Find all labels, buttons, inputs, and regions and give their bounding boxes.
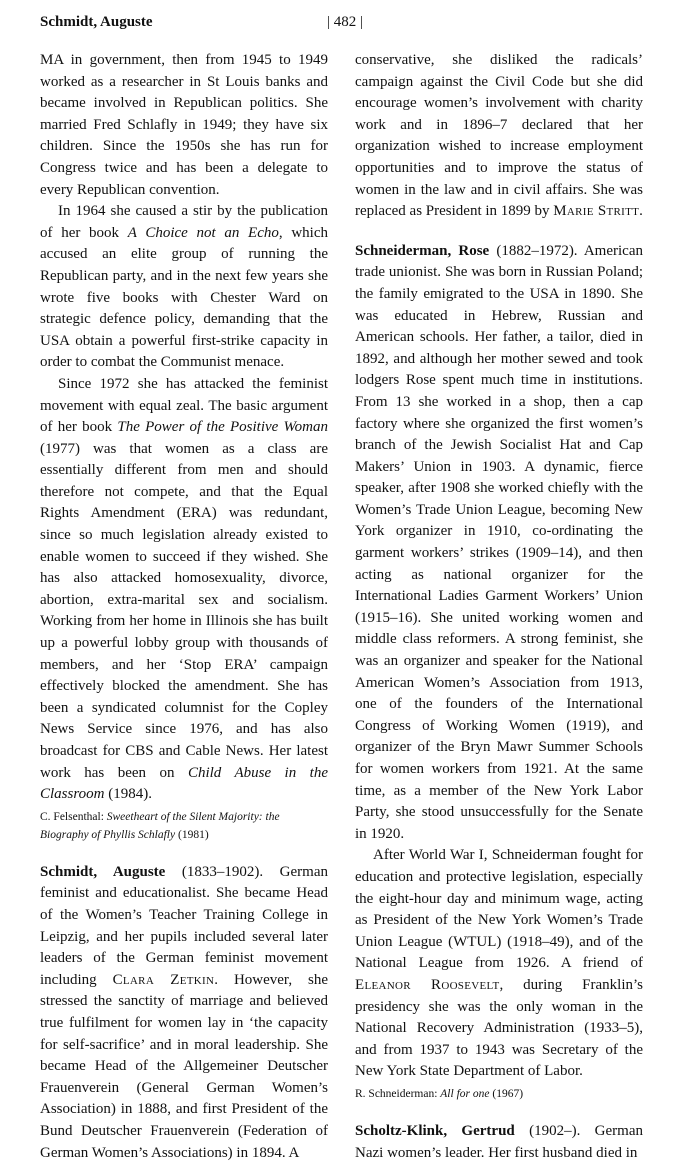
paragraph: Since 1972 she has attacked the feminist movement with equal zeal. The basic argument of her book The Power of the Positive Woman (1977) was that women as a class are essentially different from men and should therefore not compete, and that the Equal Rights Amendment (ERA) was redundant, since so much legislation already existed to enable women to succeed if they wished. She has also attacked homosexuality, divorce, abortion, extra-marital sex and socialism. Working from her home in Illinois she has built up a powerful lobby group with thousands of members, and her ‘Stop ERA’ campaign effectively blocked the amendment. She has been a syndicated columnist for the Copley News Service since 1976, and has also broadcast for CBS and Cable News. Her latest work has been on Child Abuse in the Classroom (1984). [40,375,328,803]
book-title: A Choice not an Echo [127,224,279,241]
entry-schmidt-auguste-continued [355,50,643,223]
running-head [40,14,650,36]
paragraph: conservative, she disliked the radicals’ campaign against the Civil Code but she did encourage women’s involvement with charity work and in 1896–7 declared that her organization wished to increase employment opportunities and to improve the status of women in the law and in civil affairs. She was replaced as President in 1899 by Marie Stritt. [355,52,643,220]
paragraph: In 1964 she caused a stir by the publication of her book A Choice not an Echo, which accused an elite group of running the Republican party, and in the next few years she wrote five books with Chester Ward on strategic defence policy, demanding that the USA obtain a powerful first-strike capacity in order to combat the Communist menace. [40,203,328,371]
paragraph: Scholtz-Klink, Gertrud (1902–). German Nazi women’s leader. Her first husband died in [355,1122,643,1161]
paragraph: Schmidt, Auguste (1833–1902). German feminist and educationalist. She became Head of the Women’s Teacher Training College in Leipzig, and her pupils included several later leaders of the German feminist movement including Clara Zetkin. However, she stressed the sanctity of marriage and believed true fulfilment for women lay in ‘the capacity for self-sacrifice’ and in moral leadership. She became Head of the Allgemeiner Deutscher Frauenverein (General German Women’s Association) in 1888, and first President of the Bund Deutscher Frauenverein (Federation of German Women’s Associations) in 1894. A [40,863,328,1161]
schlafly-entry-continued [40,50,328,844]
right-column [355,50,643,1164]
headword: Schmidt, Auguste [40,863,166,880]
bibliographic-reference: R. Schneiderman: All for one (1967) [355,1087,524,1100]
page-number: | 482 | [326,14,363,30]
entry-schneiderman-rose [355,241,643,1103]
cross-reference: Clara Zetkin [112,971,215,988]
book-title: Child Abuse in the Classroom [40,764,328,803]
book-title: The Power of the Positive Woman [117,419,328,436]
headword: Schneiderman, Rose [355,242,490,259]
cross-reference: Eleanor Roosevelt [355,976,500,993]
headword: Scholtz-Klink, Gertrud [355,1122,515,1139]
entry-scholtz-klink [355,1121,643,1164]
bibliographic-reference: C. Felsenthal: Sweetheart of the Silent Majority: the Biography of Phyllis Schlafly (1981) [40,810,280,841]
paragraph: Schneiderman, Rose (1882–1972). American trade unionist. She was born in Russian Poland; the family emigrated to the USA in 1890. She was educated in Hebrew, Russian and American schools. Her father, a tailor, died in 1892, and although her mother sewed and took lodgers Rose spent much time in institutions. From 13 she worked in a shop, then a cap factory where she organized the first women’s branch of the Jewish Socialist Hat and Cap Makers’ Union in 1903. A dynamic, fierce speaker, after 1908 she worked chiefly with the Women’s Trade Union League, becoming New York organizer in 1910, co-ordinating the garment workers’ strikes (1909–14), and then acting as national organizer for the International Ladies Garment Workers’ Union (1915–16). She united working women and middle class reformers. A strong feminist, she was an organizer and speaker for the National American Women’s Association from 1913, one of the founders of the International Congress of Working Women (1919), and organizer of the Bryn Mawr Summer Schools for women workers from 1921. At the same time, as a member of the New York Labor Party, she stood unsuccessfully for the Senate in 1920. [355,242,643,842]
paragraph: After World War I, Schneiderman fought for education and protective legislation, especially the eight-hour day and minimum wage, acting as President of the New York Women’s Trade Union League (WTUL) (1918–49), and of the National League from 1926. A friend of Eleanor Roosevelt, during Franklin’s presidency she was the only woman in the National Recovery Administration (1933–5), and from 1937 to 1943 was Secretary of the New York State Department of Labor. [355,847,643,1080]
cross-reference: Marie Stritt [553,203,640,220]
paragraph: MA in government, then from 1945 to 1949 worked as a researcher in St Louis banks and became involved in Republican politics. She married Fred Schlafly in 1949; they have six children. Since the 1950s she has run for Congress twice and has been a delegate to every Republican convention. [40,52,328,198]
entry-schmidt-auguste [40,862,328,1164]
left-column [40,50,328,1164]
running-title: Schmidt, Auguste [40,14,153,30]
